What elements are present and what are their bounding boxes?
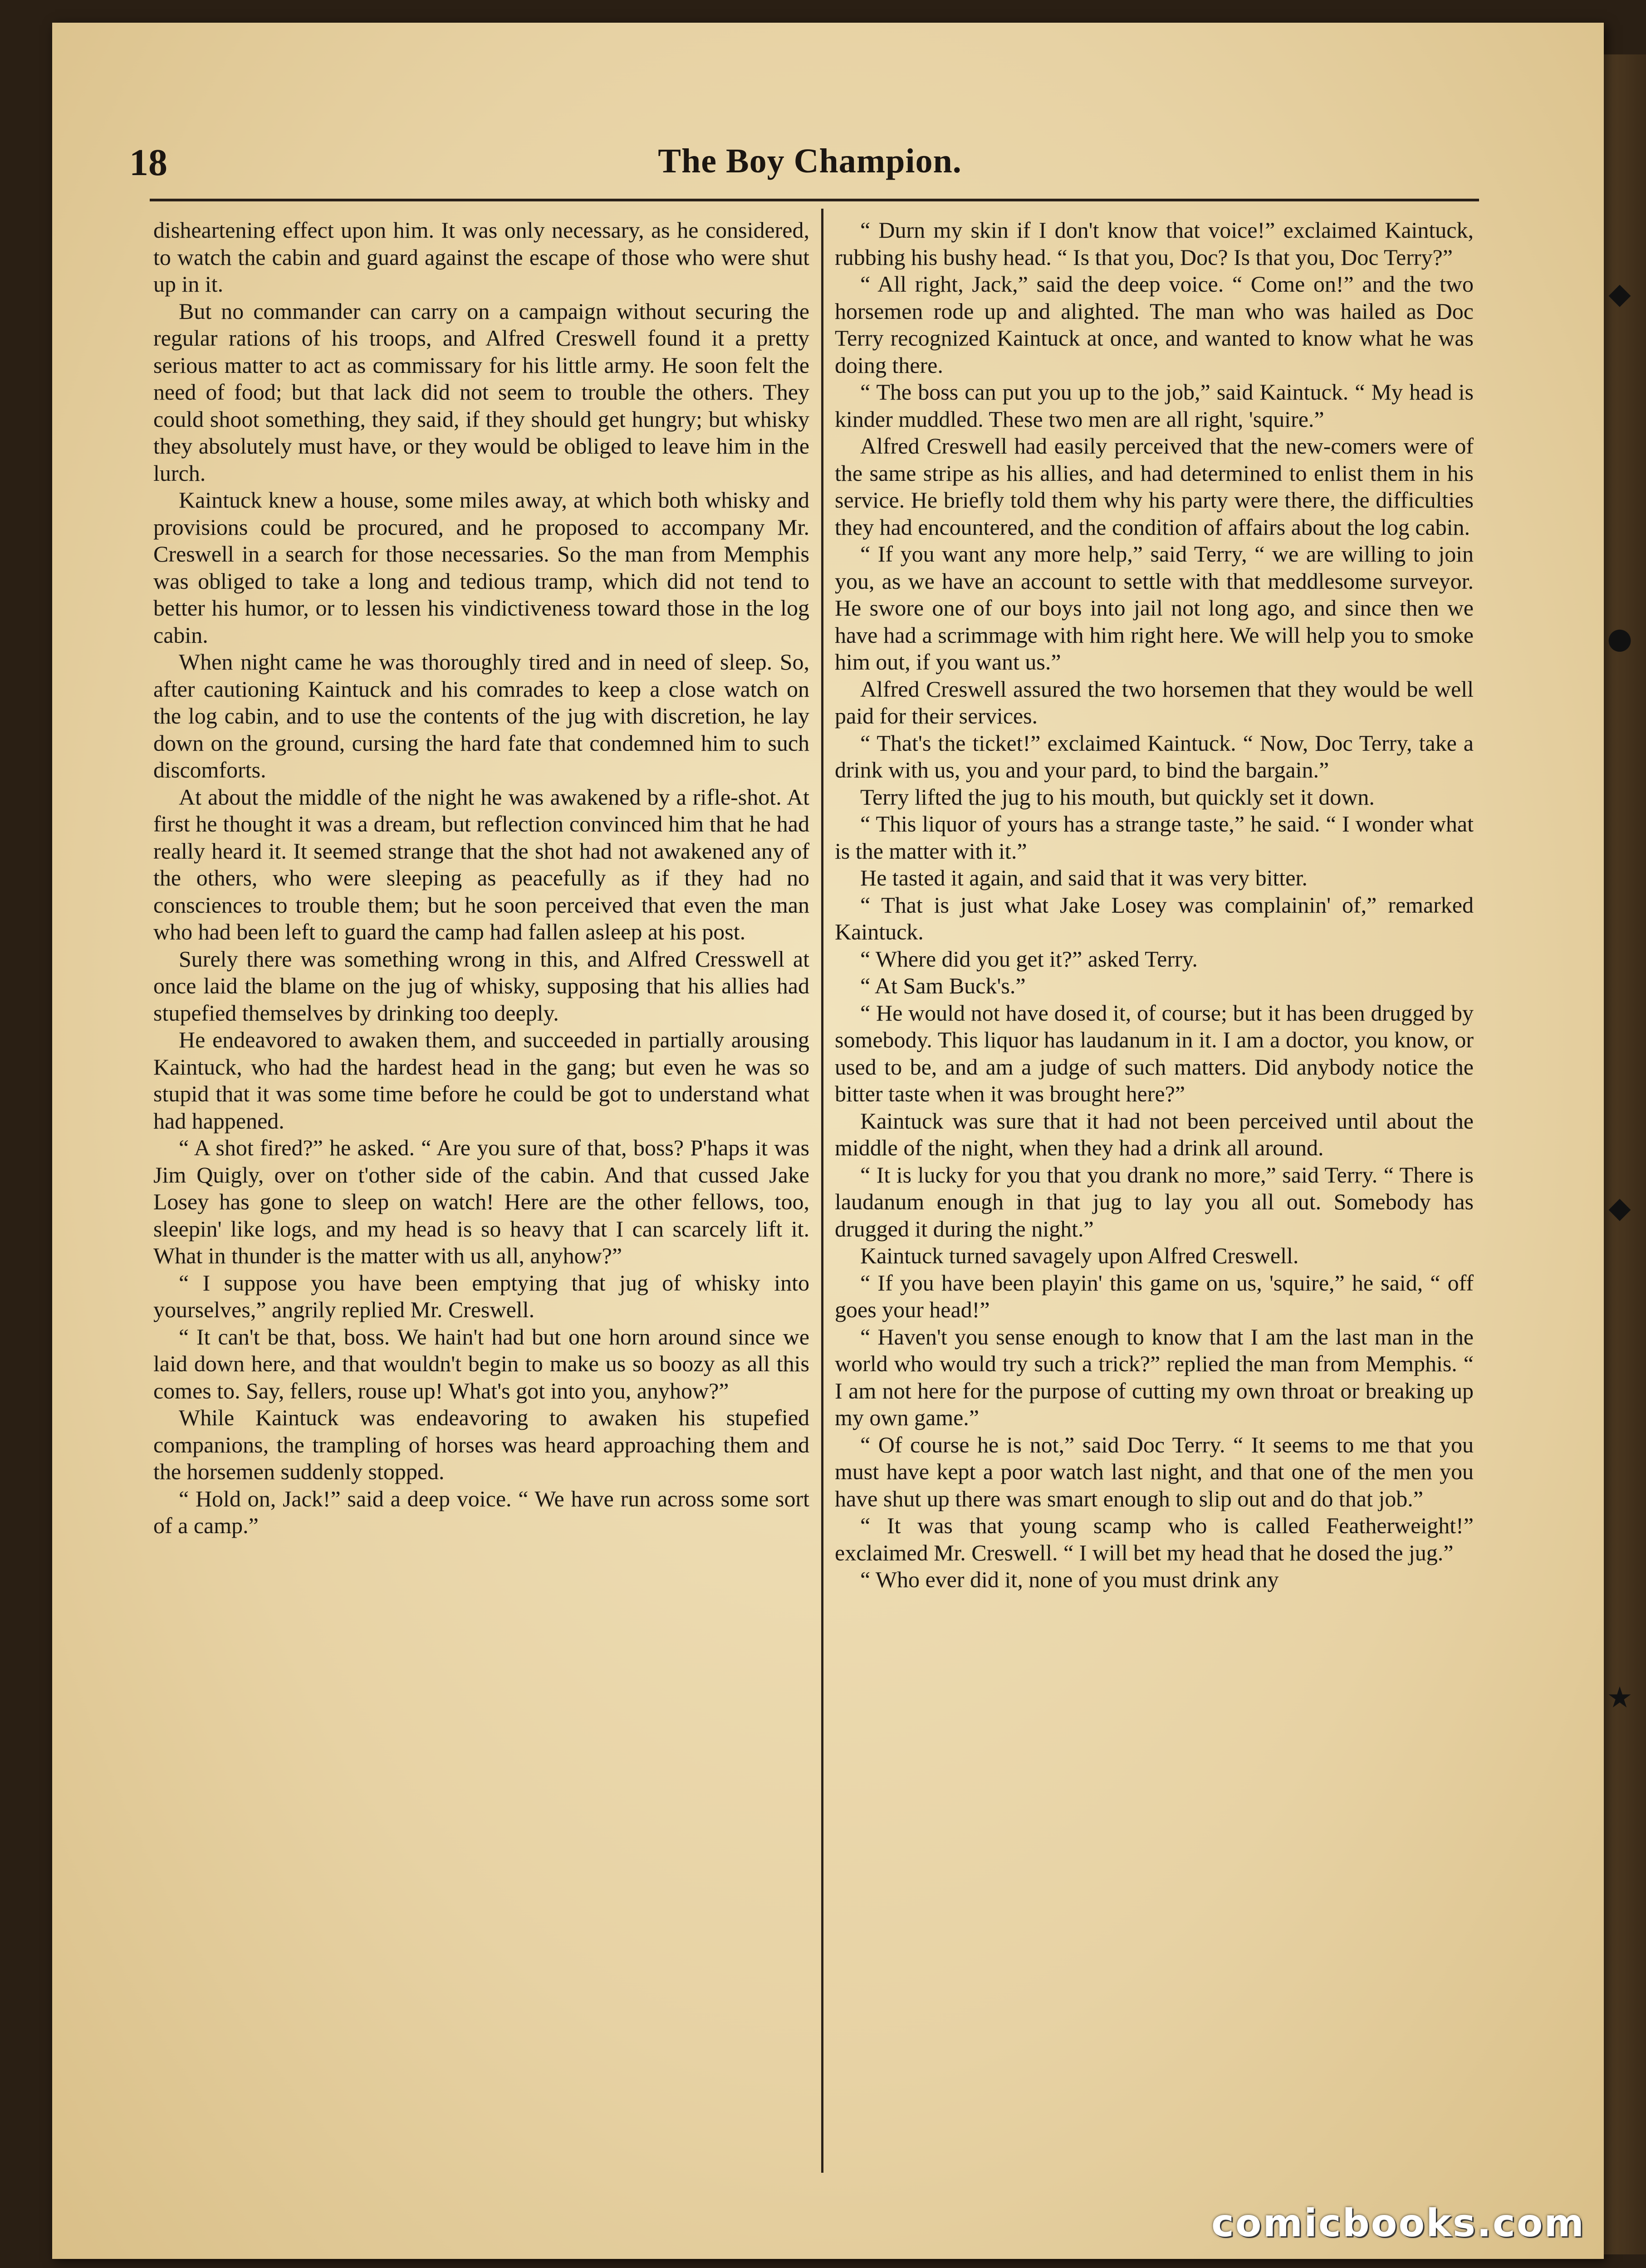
paragraph: “ Hold on, Jack!” said a deep voice. “ We have run across some sort of a camp.” [153, 1486, 809, 1538]
paragraph: He tasted it again, and said that it was very bitter. [860, 865, 1308, 890]
paragraph: “ Of course he is not,” said Doc Terry. “ It seems to me that you must have kept a poor watch last night, and that one of the men you have shut up there was smart enough to slip out and do that job.” [835, 1432, 1474, 1511]
paragraph: “ Haven't you sense enough to know that I am the last man in the world who would try such a trick?” replied the man from Memphis. “ I am not here for the purpose of cutting my own throat or breaking up my own game.” [835, 1324, 1474, 1430]
paragraph: Kaintuck was sure that it had not been perceived until about the middle of the night, when they had a drink all around. [835, 1108, 1474, 1160]
paragraph: “ Who ever did it, none of you must drink any [860, 1567, 1279, 1592]
paragraph: “ That is just what Jake Losey was complainin' of,” remarked Kaintuck. [835, 892, 1474, 944]
nail-icon: ● [1607, 622, 1632, 655]
header-rule [150, 199, 1479, 201]
paragraph: disheartening effect upon him. It was only necessary, as he considered, to watch the cabin and guard against the escape of those who were shut up in it. [153, 217, 809, 297]
paragraph: While Kaintuck was endeavoring to awaken his stupefied companions, the trampling of horses was heard approaching them and the horsemen suddenly stopped. [153, 1405, 809, 1484]
paragraph: “ If you want any more help,” said Terry, “ we are willing to join you, as we have an account to settle with that meddlesome surveyor. He swore one of our boys into jail not long ago, and since then we have had a scrimmage with him right here. We will help you to smoke him out, if you want us.” [835, 541, 1474, 675]
paragraph: “ That's the ticket!” exclaimed Kaintuck. “ Now, Doc Terry, take a drink with us, you and your pard, to bind the bargain.” [835, 730, 1474, 782]
paragraph: “ I suppose you have been emptying that jug of whisky into yourselves,” angrily replied Mr. Creswell. [153, 1270, 809, 1322]
right-column [835, 217, 1474, 2167]
watermark: comicbooks.com [1211, 2201, 1585, 2245]
column-divider [821, 209, 823, 2173]
paragraph: Terry lifted the jug to his mouth, but quickly set it down. [860, 784, 1375, 810]
paragraph: “ It can't be that, boss. We hain't had but one horn around since we laid down here, and that wouldn't begin to make us so boozy as all this comes to. Say, fellers, rouse up! What's got into you, anyhow?” [153, 1324, 809, 1403]
paragraph: He endeavored to awaken them, and succeeded in partially arousing Kaintuck, who had the hardest head in the gang; but even he was so stupid that it was some time before he could be got to understand what had happened. [153, 1027, 809, 1134]
nail-icon: ◆ [1608, 1191, 1631, 1225]
paragraph: “ He would not have dosed it, of course; but it has been drugged by somebody. This liquor has laudanum in it. I am a doctor, you know, or used to be, and am a judge of such matters. Did anybody notice the bitter taste when it was brought here?” [835, 1000, 1474, 1106]
paragraph: “ Where did you get it?” asked Terry. [860, 946, 1198, 972]
paragraph: Kaintuck turned savagely upon Alfred Creswell. [860, 1243, 1299, 1268]
paragraph: Kaintuck knew a house, some miles away, at which both whisky and provisions could be procured, and he proposed to accompany Mr. Creswell in a search for those necessaries. So the man from Memphis was obliged to take a long and tedious tramp, which did not tend to better his humor, or to lessen his vindictiveness toward those in the log cabin. [153, 487, 809, 648]
paragraph: “ If you have been playin' this game on us, 'squire,” he said, “ off goes your head!” [835, 1270, 1474, 1322]
paragraph: “ The boss can put you up to the job,” said Kaintuck. “ My head is kinder muddled. These two men are all right, 'squire.” [835, 379, 1474, 432]
paragraph: “ Durn my skin if I don't know that voice!” exclaimed Kaintuck, rubbing his bushy head. “ Is that you, Doc? Is that you, Doc Terry?” [835, 217, 1474, 270]
paragraph: “ A shot fired?” he asked. “ Are you sure of that, boss? P'haps it was Jim Quigly, over on t'other side of the cabin. And that cussed Jake Losey has gone to sleep on watch! Here are the other fellows, too, sleepin' like logs, and my head is so heavy that I can scarcely lift it. What in thunder is the matter with us all, anyhow?” [153, 1135, 809, 1268]
paragraph: “ This liquor of yours has a strange taste,” he said. “ I wonder what is the matter with it.” [835, 811, 1474, 864]
paragraph: Alfred Creswell had easily perceived that the new-comers were of the same stripe as his allies, and had determined to enlist them in his service. He briefly told them why his party were there, the difficulties they had encountered, and the condition of affairs about the log cabin. [835, 433, 1474, 540]
nail-icon: ★ [1607, 1681, 1633, 1715]
left-column [153, 217, 809, 2167]
paragraph: “ All right, Jack,” said the deep voice. “ Come on!” and the two horsemen rode up and alighted. The man who was hailed as Doc Terry recognized Kaintuck at once, and wanted to know what he was doing there. [835, 271, 1474, 378]
running-title: The Boy Champion. [658, 142, 962, 180]
paragraph: “ It was that young scamp who is called Featherweight!” exclaimed Mr. Creswell. “ I will bet my head that he dosed the jug.” [835, 1513, 1474, 1565]
paragraph: Surely there was something wrong in this, and Alfred Cresswell at once laid the blame on the jug of whisky, supposing that his allies had stupefied themselves by drinking too deeply. [153, 946, 809, 1026]
paragraph: But no commander can carry on a campaign without securing the regular rations of his troops, and Alfred Creswell found it a pretty serious matter to act as commissary for his little army. He soon felt the need of food; but that lack did not seem to trouble the others. They could shoot something, they said, if they should get hungry; but whisky they absolutely must have, or they would be obliged to leave him in the lurch. [153, 298, 809, 486]
paragraph: “ At Sam Buck's.” [860, 973, 1026, 998]
page-number: 18 [129, 142, 167, 184]
paragraph: Alfred Creswell assured the two horsemen that they would be well paid for their services. [835, 676, 1474, 728]
paragraph: “ It is lucky for you that you drank no more,” said Terry. “ There is laudanum enough in that jug to lay you all out. Somebody has drugged it during the night.” [835, 1162, 1474, 1242]
nail-icon: ◆ [1608, 277, 1631, 311]
paragraph: When night came he was thoroughly tired and in need of sleep. So, after cautioning Kaintuck and his comrades to keep a close watch on the log cabin, and to use the contents of the jug with discretion, he lay down on the ground, cursing the hard fate that condemned him to such discomforts. [153, 649, 809, 782]
page-header [129, 132, 1490, 191]
paragraph: At about the middle of the night he was awakened by a rifle-shot. At first he thought it was a dream, but reflection convinced him that he had really heard it. It seemed strange that the shot had not awakened any of the others, who were sleeping as peacefully as if they had no consciences to trouble them; but he soon perceived that even the man who had been left to guard the camp had fallen asleep at his post. [153, 784, 809, 944]
